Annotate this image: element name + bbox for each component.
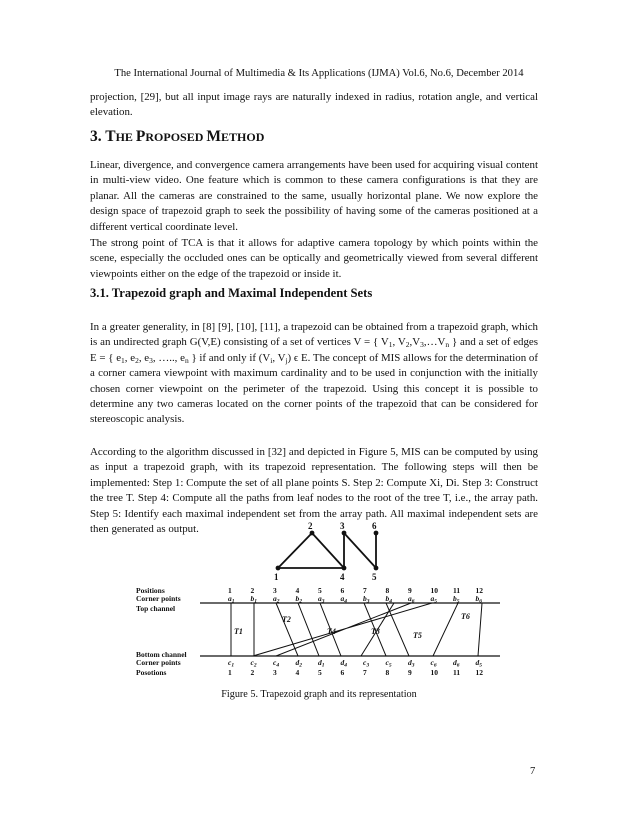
trapezoid-label: T2 [282,615,291,624]
trapezoid-label: T4 [327,627,336,636]
bottom-corner-point: $c_6$ [430,658,437,669]
figure-caption: Figure 5. Trapezoid graph and its representation [221,689,417,700]
trapezoid-T6 [433,603,482,656]
graph-node-label: 2 [308,521,313,531]
subscript: n [184,355,189,365]
text-run: ) ϵ E. The concept of MIS allows for the determination of a corner camera viewpoint with maximum cardinality and to be used in conjunction with the initially chosen corner viewpoint on the perimeter of the trapezoid. Using this concept it is possible to determine any two cameras located on the corner points of the trapezoid that can be considered for stereoscopic analysis. [90,351,539,426]
subscript: 2 [405,340,410,350]
text-run: In a greater generality, in [8] [9], [10], [11], a trapezoid can be obtained from a trapezoid graph, which is an undirected graph G(V,E) consisting of a set of vertices V = { V [90,321,538,349]
graph-vertex [374,531,379,536]
top-corner-point: $b_4$ [385,594,392,605]
bottom-corner-point: $d_3$ [408,658,415,669]
bottom-corner-point: $c_1$ [228,658,235,669]
subscript: 3 [420,340,424,350]
paragraph-4: According to the algorithm discussed in [32] and depicted in Figure 5, MIS can be computed by using as input a trapezoid graph, with its trapezoid representation. The following steps will then be implemented: Step 1: Compute the set of all plane points S. Step 2: Compute Xi, Di. Step 3: Construct the tree T. Step 4: Compute all the paths from leaf nodes to the root of the tree T, i.e., the array path. Step 5: Identify each maximal independent set from the array path. All maximal independent sets are then generated as output. [90,446,538,536]
text-run: , e [138,351,150,364]
bottom-position-number: 11 [453,668,461,677]
text-run: } if and only if (V [188,351,271,364]
top-positions [228,586,483,595]
subscript: j [285,355,288,365]
top-position-number: 12 [475,586,483,595]
graph-edge [344,533,376,568]
text-run: , e [124,351,136,364]
top-position-number: 3 [273,586,277,595]
bottom-corner-points [228,658,482,669]
top-corner-point: $a_4$ [340,594,347,605]
top-corner-point: $a_1$ [228,594,235,605]
graph-node-label: 3 [340,521,345,531]
subscript: 1 [388,340,393,350]
subscript: i [270,355,273,365]
row-labels [136,586,187,677]
top-corner-point: $a_5$ [430,594,437,605]
text-run: ,…V [423,336,446,349]
bottom-corner-point: $c_2$ [250,658,257,669]
graph-vertex [310,531,315,536]
top-corner-point: $b_5$ [453,594,460,605]
top-corner-point: $b_2$ [295,594,302,605]
bottom-position-number: 4 [295,668,300,677]
top-position-number: 2 [250,586,255,595]
graph-node-label: 6 [372,521,377,531]
bottom-corner-point: $c_3$ [363,658,370,669]
trapezoids [231,603,482,656]
top-position-number: 11 [453,586,461,595]
graph-node-label: 4 [340,572,345,582]
top-position-number: 4 [295,586,300,595]
graph-node-label: 5 [372,572,377,582]
bottom-corner-point: $d_6$ [453,658,460,669]
text-run: , V [392,336,406,349]
graph-node-label: 1 [274,572,279,582]
row-label: Bottom channel [136,650,187,659]
bottom-position-number: 2 [250,668,255,677]
text-run: , V [272,351,286,364]
top-corner-point: $b_1$ [250,594,257,605]
bottom-position-number: 7 [363,668,367,677]
bottom-position-number: 8 [385,668,390,677]
graph-edge [278,533,312,568]
bottom-corner-point: $d_4$ [340,658,347,669]
top-corner-point: $a_2$ [273,594,280,605]
graph-vertex [374,566,379,571]
text-run: , ….., e [152,351,185,364]
bottom-position-number: 9 [408,668,412,677]
row-label: Corner points [136,594,181,603]
top-position-number: 6 [340,586,345,595]
text-run: ,V [409,336,421,349]
bottom-position-number: 5 [318,668,322,677]
top-corner-point: $b_3$ [363,594,370,605]
subsection-heading: 3.1. Trapezoid graph and Maximal Independent Sets [90,286,373,300]
trapezoid-label: T1 [234,627,243,636]
bottom-corner-point: $c_5$ [385,658,392,669]
bottom-position-number: 12 [475,668,483,677]
top-position-number: 5 [318,586,322,595]
top-position-number: 7 [363,586,367,595]
page-number: 7 [530,766,536,777]
top-corner-point: $a_3$ [318,594,325,605]
text-run: } and a set of edges E = { e [90,336,538,364]
running-header: The International Journal of Multimedia & Its Applications (IJMA) Vol.6, No.6, December 2014 [114,68,524,79]
bottom-positions [228,668,483,677]
top-position-number: 8 [385,586,390,595]
graph-vertex [342,566,347,571]
bottom-position-number: 3 [273,668,277,677]
subscript: 1 [121,355,125,365]
subscript: 3 [149,355,153,365]
trapezoid-graph [278,533,376,568]
top-corner-point: $a_6$ [408,594,415,605]
bottom-position-number: 6 [340,668,345,677]
paragraph-1: Linear, divergence, and convergence camera arrangements have been used for acquiring visual content in multi-view video. One feature which is common to these camera configurations is that they are planar. All the cameras are constrained to the same, usually horizontal plane. We now explore the design space of trapezoid graph to seek the possibility of having some of the cameras positioned at a different vertical coordinate level. [90,159,538,233]
trapezoid-label: T3 [371,627,380,636]
subscript: 2 [135,355,139,365]
top-position-number: 1 [228,586,232,595]
section-title-part: M [206,128,222,145]
section-title-part: T [105,128,116,145]
intro-paragraph: projection, [29], but all input image rays are naturally indexed in radius, rotation angle, and vertical elevation. [90,91,538,119]
section-title-part: P [135,128,146,145]
paragraph-2: The strong point of TCA is that it allows for adaptive camera topology by which points within the scene, especially the occluded ones can be optically and geometrically viewed from several different viewpoints either on the edge of the trapezoid or inside it. [90,237,538,280]
section-title-part: ETHOD [221,130,265,144]
bottom-position-number: 1 [228,668,232,677]
subscript: n [445,340,450,350]
graph-edge [312,533,344,568]
section-title-part: ROPOSED [145,130,207,144]
bottom-corner-point: $d_1$ [318,658,325,669]
row-label: Corner points [136,658,181,667]
bottom-position-number: 10 [430,668,438,677]
row-label: Top channel [136,604,176,613]
section-number: 3. [90,128,102,145]
bottom-corner-point: $d_2$ [295,658,302,669]
graph-vertex [276,566,281,571]
bottom-corner-point: $c_4$ [273,658,280,669]
graph-vertex [342,531,347,536]
row-label: Positions [136,586,165,595]
trapezoid-label: T5 [413,631,422,640]
bottom-corner-point: $d_5$ [475,658,482,669]
top-corner-point: $b_6$ [475,594,482,605]
section-title-part: HE [115,130,136,144]
trapezoid-label: T6 [461,612,470,621]
top-position-number: 9 [408,586,412,595]
top-position-number: 10 [430,586,438,595]
row-label: Posotions [136,668,167,677]
